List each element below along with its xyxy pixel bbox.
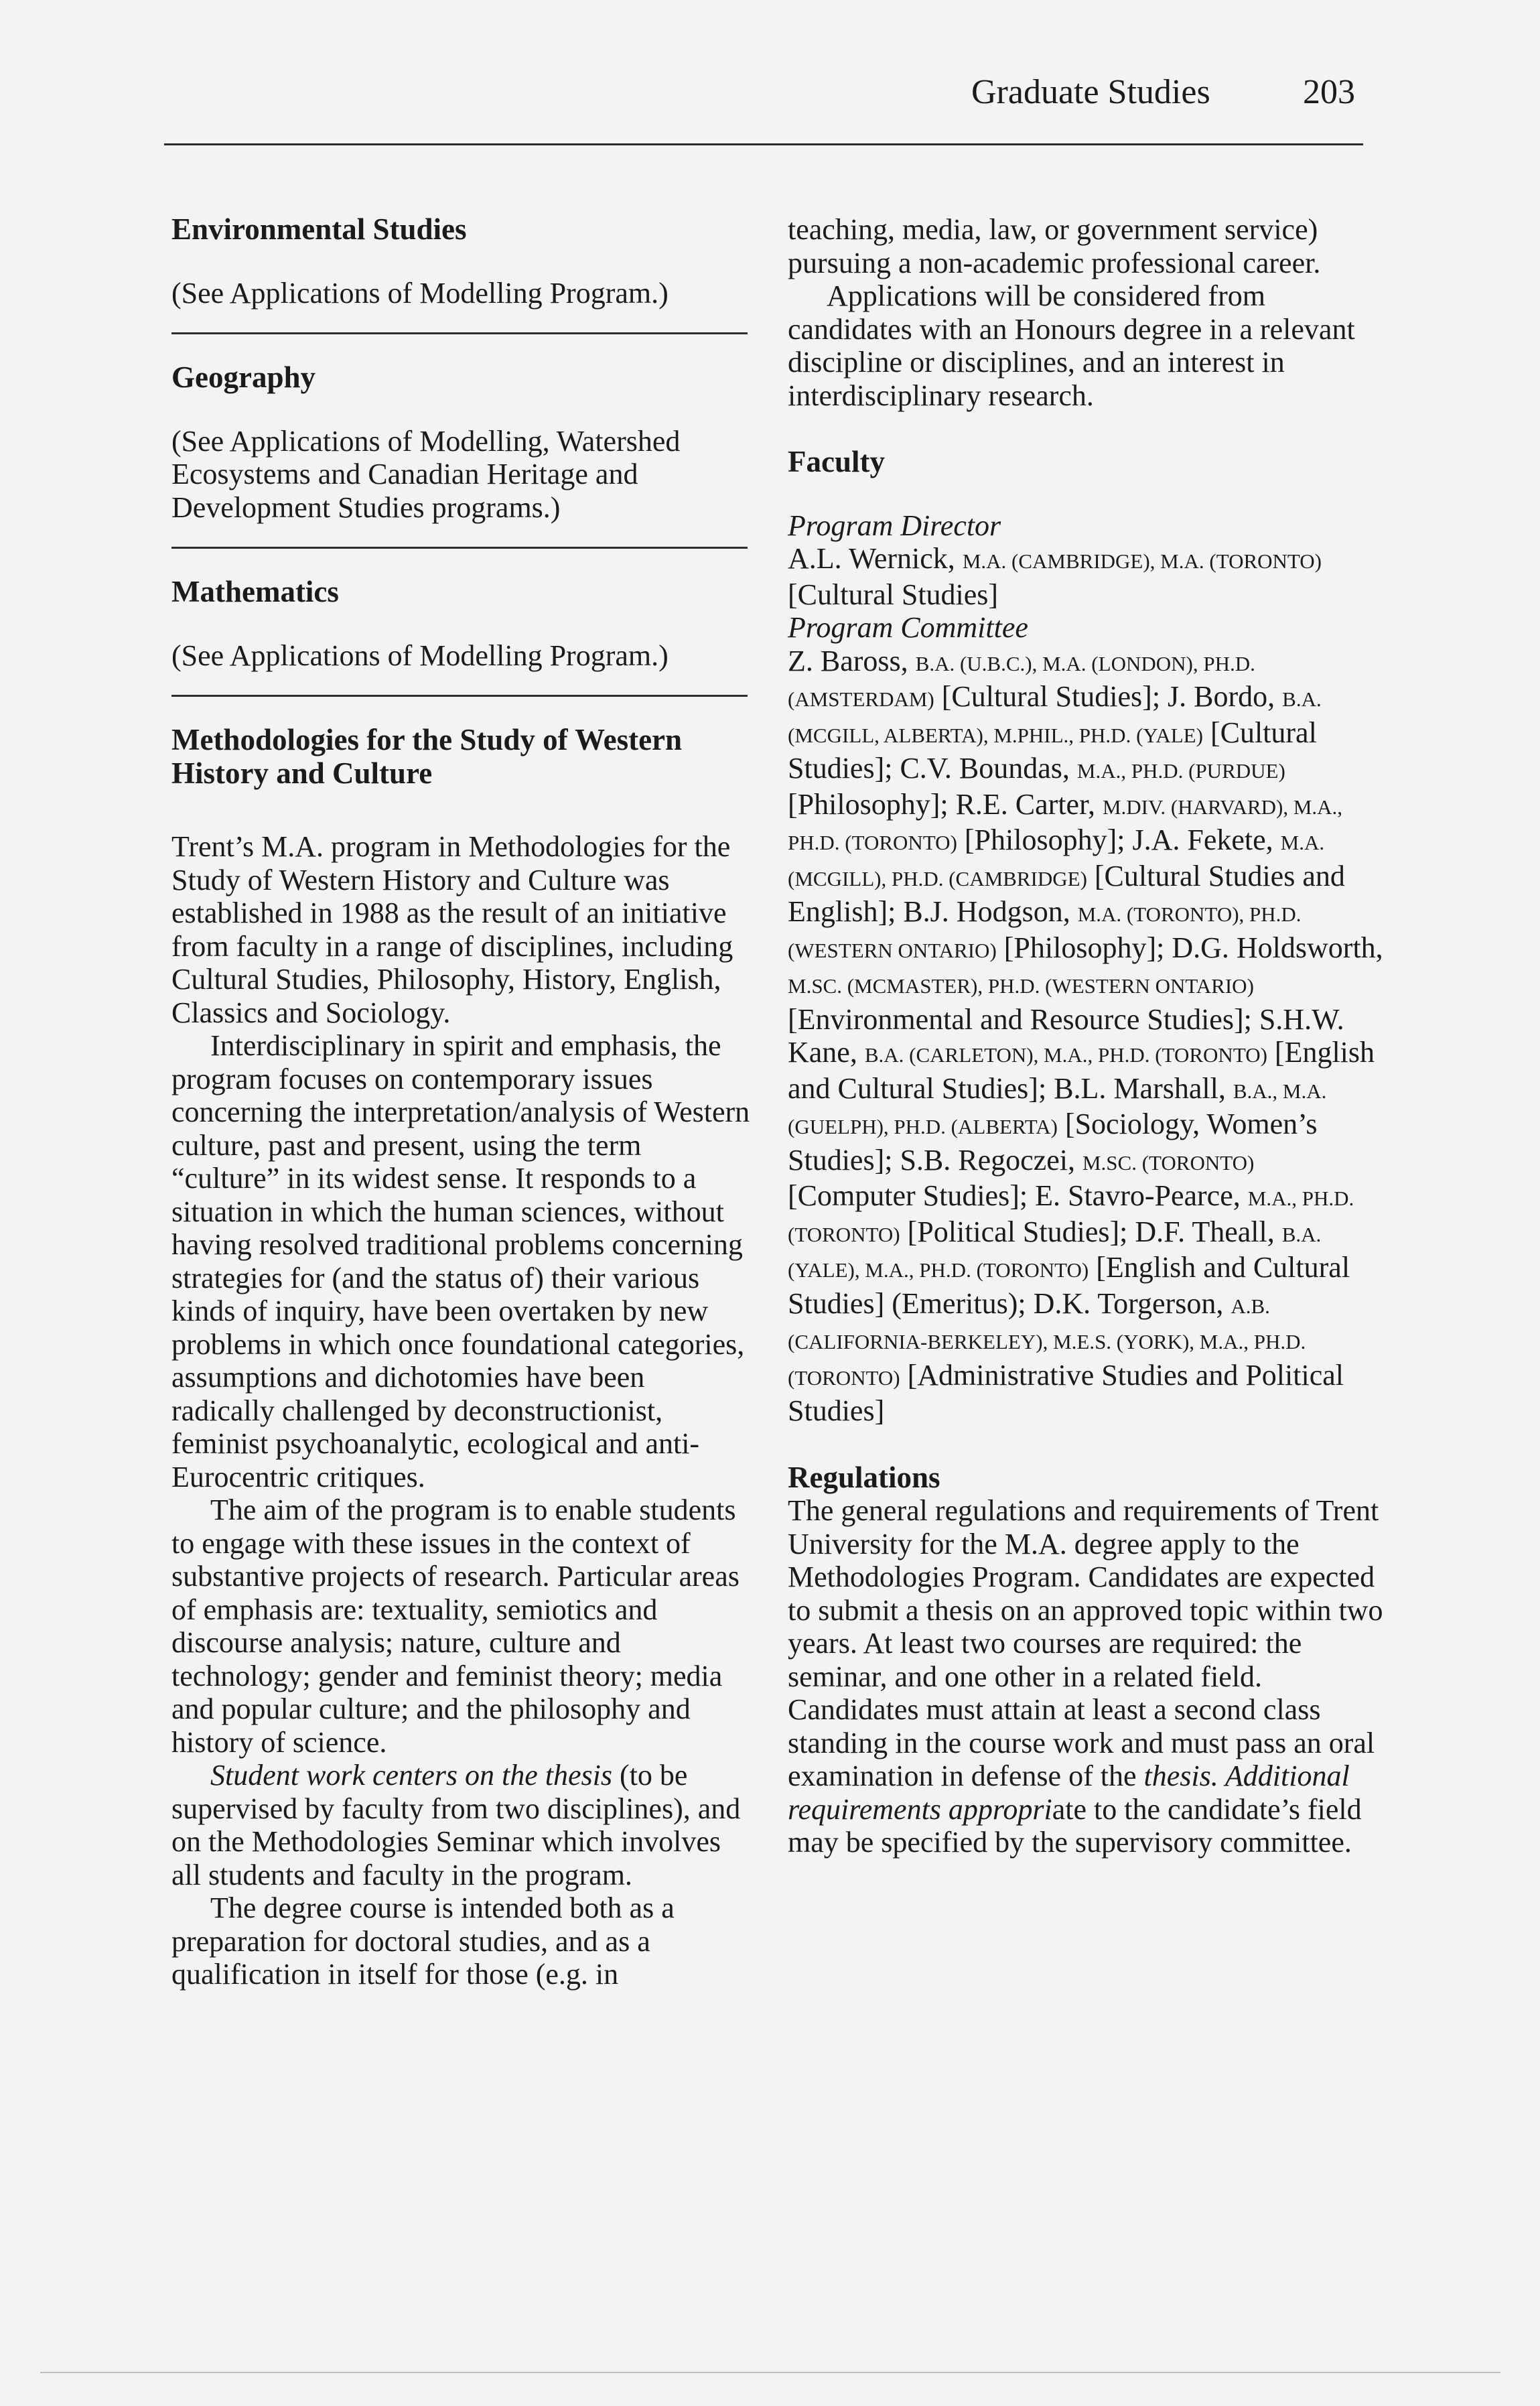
left-column: [171, 213, 754, 1991]
member-name: E. Stavro-Pearce,: [1035, 1179, 1248, 1212]
member-degrees: M.A. (TORONTO), PH.D. (WESTERN ONTARIO): [788, 903, 1302, 962]
program-director: [788, 542, 1384, 611]
regulations-end: ate to the candidate’s field may be specified by the supervisory committee.: [788, 1792, 1362, 1859]
member-degrees: A.B. (CALIFORNIA-BERKELEY), M.E.S. (YORK), M.A., PH.D. (TORONTO): [788, 1294, 1306, 1390]
director-degrees: M.A. (CAMBRIDGE), M.A. (TORONTO): [962, 549, 1322, 573]
member-degrees: B.A. (CARLETON), M.A., PH.D. (TORONTO): [864, 1043, 1267, 1067]
heading-environmental-studies: Environmental Studies: [171, 212, 467, 246]
section-title: Graduate Studies: [971, 73, 1210, 111]
member-field: [Philosophy];: [957, 823, 1133, 856]
member-field: [Sociology, Women’s Studies];: [788, 1108, 1318, 1177]
member-name: S.B. Regoczei,: [900, 1143, 1082, 1177]
member-degrees: M.A. (MCGILL), PH.D. (CAMBRIDGE): [788, 831, 1325, 890]
methodologies-paragraph: The degree course is intended both as a preparation for doctoral studies, and as a qualification in itself for those (e.g. in: [171, 1891, 675, 1991]
member-field: [Computer Studies];: [788, 1179, 1036, 1212]
heading-geography: Geography: [171, 360, 316, 394]
page-bottom-edge: [40, 2372, 1500, 2373]
director-field: [Cultural Studies]: [788, 578, 999, 611]
member-field: [Philosophy];: [996, 931, 1172, 964]
heading-mathematics: Mathematics: [171, 575, 339, 608]
member-degrees: M.SC. (TORONTO): [1082, 1150, 1255, 1175]
member-degrees: B.A. (YALE), M.A., PH.D. (TORONTO): [788, 1222, 1322, 1282]
member-name: J. Bordo,: [1168, 680, 1283, 713]
member-degrees: M.SC. (MCMASTER), PH.D. (WESTERN ONTARIO): [788, 974, 1254, 998]
member-degrees: B.A. (U.B.C.), M.A. (LONDON), PH.D.(AMSTERDAM): [788, 651, 1255, 711]
member-degrees: M.A., PH.D. (PURDUE): [1076, 759, 1285, 783]
geography-text: (See Applications of Modelling, Watershed Ecosystems and Canadian Heritage and Development Studies programs.): [171, 424, 681, 524]
environmental-studies-text: (See Applications of Modelling Program.): [171, 276, 669, 310]
thesis-emphasis: Student work centers on the thesis: [210, 1759, 613, 1792]
member-name: D.F. Theall,: [1135, 1215, 1282, 1248]
member-field: [Cultural Studies];: [788, 716, 1317, 785]
methodologies-paragraph: [171, 1759, 754, 1891]
member-field: [Cultural Studies and English];: [788, 859, 1345, 928]
right-column: [788, 213, 1384, 1859]
director-name: A.L. Wernick,: [788, 542, 963, 575]
methodologies-paragraph: Interdisciplinary in spirit and emphasis, the program focuses on contemporary issues concerning the interpretation/analysis of Western culture, past and present, using the term “culture” in its widest sense. It responds to a situation in which the human sciences, without having resolved traditional problems concerning strategies for (and the status of) their various kinds of inquiry, have been overtaken by new problems in which once foundational categories, assumptions and dichotomies have been radically challenged by deconstructionist, feminist psychoanalytic, ecological and anti-Eurocentric critiques.: [171, 1029, 750, 1493]
heading-methodologies: Methodologies for the Study of Western History and Culture: [171, 723, 683, 790]
member-name: D.G. Holdsworth,: [1172, 931, 1383, 964]
program-committee-label: Program Committee: [788, 611, 1028, 644]
member-name: D.K. Torgerson,: [1033, 1286, 1231, 1320]
regulations-body: The general regulations and requirements of Trent University for the M.A. degree apply to the Methodologies Program. Candidates are expected to submit a thesis on an approved topic within two years. At least two courses are required: the seminar, and one other in a related field. Candidates must attain at least a second class standing in the course work and must pass an oral examination in defense of the: [788, 1494, 1383, 1792]
member-degrees: B.A. (MCGILL, ALBERTA), M.PHIL., PH.D. (YALE): [788, 687, 1322, 747]
member-field: [English and Cultural Studies] (Emeritus);: [788, 1251, 1350, 1320]
heading-regulations: Regulations: [788, 1460, 940, 1494]
member-degrees: M.DIV. (HARVARD), M.A., PH.D. (TORONTO): [788, 795, 1343, 854]
mathematics-text: (See Applications of Modelling Program.): [171, 639, 669, 672]
member-field: [Administrative Studies and Political Studies]: [788, 1358, 1344, 1427]
member-name: Z. Baross,: [788, 644, 916, 677]
methodologies-paragraph-text: (to be supervised by faculty from two disciplines), and on the Methodologies Seminar which involves all students and faculty in the program.: [171, 1759, 741, 1891]
member-name: B.L. Marshall,: [1054, 1071, 1233, 1105]
member-name: R.E. Carter,: [955, 787, 1103, 821]
section-divider: [171, 695, 748, 697]
member-field: [Environmental and Resource Studies];: [788, 1002, 1259, 1036]
section-divider: [171, 332, 748, 334]
header-rule: [164, 143, 1363, 145]
member-degrees: B.A., M.A. (GUELPH), PH.D. (ALBERTA): [788, 1079, 1327, 1138]
applications-text: Applications will be considered from candidates with an Honours degree in a relevant discipline or disciplines, and an interest in interdisciplinary research.: [788, 279, 1355, 412]
heading-faculty: Faculty: [788, 445, 885, 478]
methodologies-paragraph: The aim of the program is to enable students to engage with these issues in the context of substantive projects of research. Particular areas of emphasis are: textuality, semiotics and discourse analysis; nature, culture and technology; gender and feminist theory; media and popular culture; and the philosophy and history of science.: [171, 1493, 740, 1759]
member-field: [Philosophy];: [788, 787, 956, 821]
regulations-italic: thesis. Additional requirements appropri: [788, 1759, 1350, 1826]
member-degrees: M.A., PH.D. (TORONTO): [788, 1187, 1354, 1246]
continuation-text: teaching, media, law, or government service) pursuing a non-academic professional career.: [788, 213, 1321, 279]
member-name: S.H.W. Kane,: [788, 1002, 1344, 1069]
member-name: B.J. Hodgson,: [903, 895, 1078, 928]
member-field: [English and Cultural Studies];: [788, 1036, 1375, 1105]
methodologies-paragraph: Trent’s M.A. program in Methodologies for the Study of Western History and Culture was established in 1988 as the result of an initiative from faculty in a range of disciplines, including Cultural Studies, Philosophy, History, English, Classics and Sociology.: [171, 830, 733, 1029]
member-name: J.A. Fekete,: [1132, 823, 1281, 856]
member-field: [Cultural Studies];: [934, 680, 1168, 713]
page-number: 203: [1303, 73, 1355, 111]
program-director-label: Program Director: [788, 509, 1001, 542]
regulations-text: [788, 1494, 1384, 1859]
section-divider: [171, 547, 748, 549]
member-name: C.V. Boundas,: [900, 752, 1077, 785]
committee-list: [788, 645, 1384, 1428]
member-field: [Political Studies];: [900, 1215, 1135, 1248]
